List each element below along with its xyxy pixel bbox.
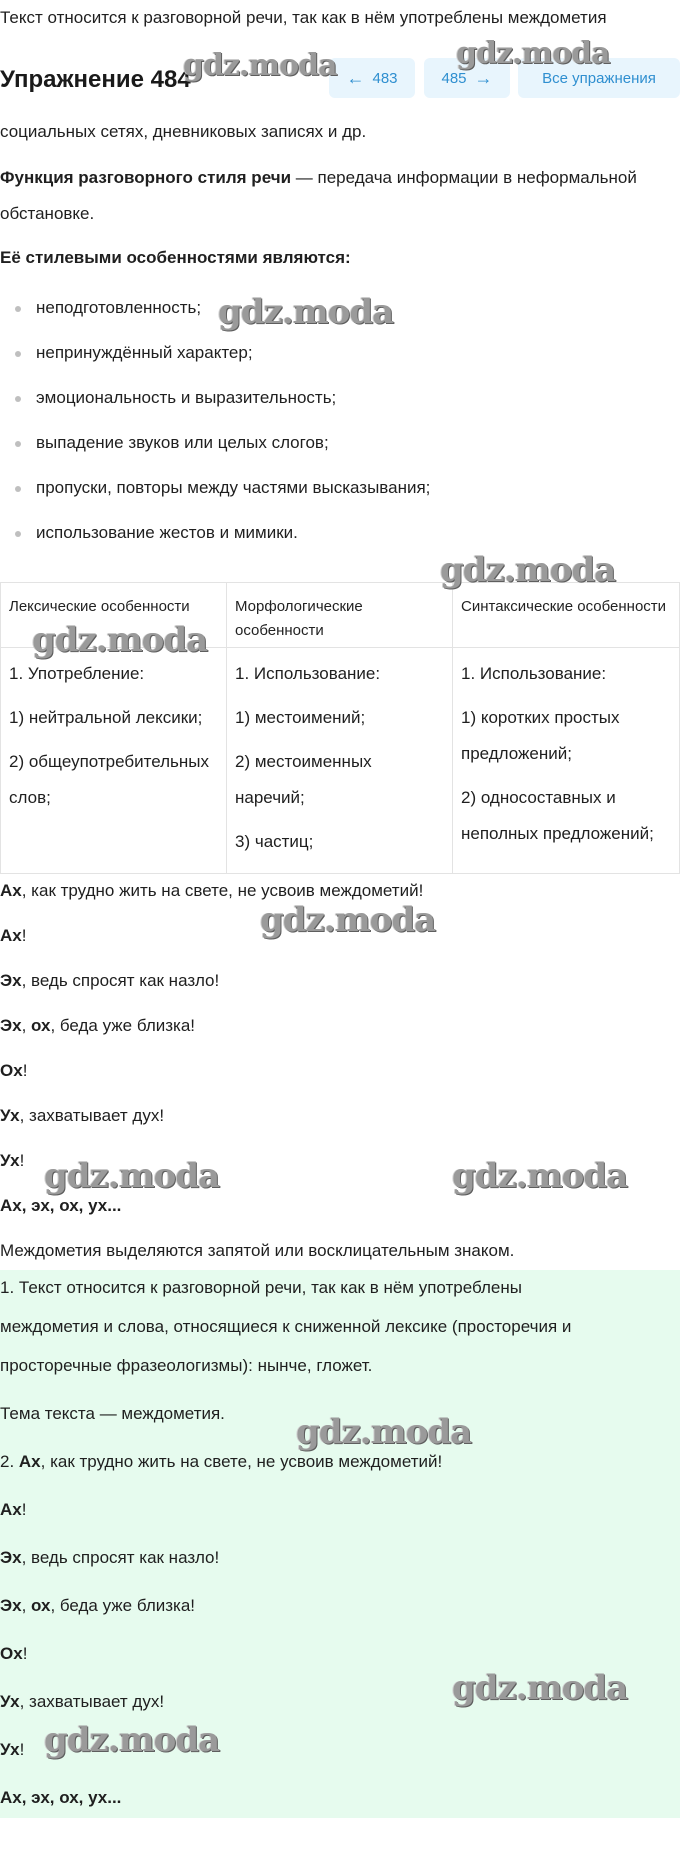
watermark-logo: gdz.moda — [440, 550, 616, 590]
rule-text: Междометия выделяются запятой или восклицательным знаком. — [0, 1241, 515, 1260]
watermark-logo: gdz.moda — [456, 36, 610, 71]
list-item: непринуждённый характер; — [0, 341, 680, 386]
list-item: использование жестов и мимики. — [0, 521, 680, 566]
poem-line: Эх, ведь спросят как назло! — [0, 971, 220, 990]
answer-poem-line: Ах! — [0, 1500, 27, 1519]
list-item: неподготовленность; — [0, 296, 680, 341]
watermark-logo: gdz.moda — [296, 1412, 472, 1452]
watermark-logo: gdz.moda — [44, 1720, 220, 1760]
function-paragraph-cont: обстановке. — [0, 204, 95, 223]
watermark-logo: gdz.moda — [452, 1156, 628, 1196]
bullet-icon — [15, 486, 21, 492]
answer-poem-line: Ух! — [0, 1740, 25, 1759]
poem-line: Ух, захватывает дух! — [0, 1106, 165, 1125]
answer-poem-line: Эх, ох, беда уже близка! — [0, 1596, 196, 1615]
poem-line: Ах! — [0, 926, 27, 945]
bullet-icon — [15, 441, 21, 447]
watermark-logo: gdz.moda — [32, 620, 208, 660]
answer-theme: Тема текста — междометия. — [0, 1404, 225, 1423]
answer-poem-line: Ах, эх, ох, ух... — [0, 1788, 122, 1807]
table-header: Морфологические особенности — [227, 583, 452, 648]
bullet-icon — [15, 351, 21, 357]
watermark-logo: gdz.moda — [452, 1668, 628, 1708]
answer-poem-line: Ух, захватывает дух! — [0, 1692, 165, 1711]
arrow-left-icon: ← — [346, 68, 365, 88]
table-header: Синтаксические особенности — [453, 583, 680, 648]
all-exercises-label: Все упражнения — [542, 69, 656, 87]
watermark-logo: gdz.moda — [183, 48, 337, 83]
function-term: Функция разговорного стиля речи — [0, 168, 292, 187]
poem-line: Ах, эх, ох, ух... — [0, 1196, 122, 1215]
intro-line: социальных сетях, дневниковых записях и др. — [0, 122, 367, 141]
list-item: эмоциональность и выразительность; — [0, 386, 680, 431]
bullet-icon — [15, 396, 21, 402]
bullet-icon — [15, 531, 21, 537]
features-list — [0, 296, 680, 566]
answer-poem-line: Эх, ведь спросят как назло! — [0, 1548, 220, 1567]
function-text: — передача информации в неформальной — [291, 168, 637, 187]
table-column-syntactic — [453, 583, 680, 874]
table-cell: 1. Использование: 1) местоимений; 2) местоименных наречий; 3) частиц; — [235, 664, 381, 851]
poem-line: Ах, как трудно жить на свете, не усвоив междометий! — [0, 881, 424, 900]
answer-line: просторечные фразеологизмы): нынче, гложет. — [0, 1356, 373, 1375]
list-item: выпадение звуков или целых слогов; — [0, 431, 680, 476]
bullet-icon — [15, 306, 21, 312]
table-column-morphological — [227, 583, 453, 874]
poem-line: Эх, ох, беда уже близка! — [0, 1016, 196, 1035]
top-text: Текст относится к разговорной речи, так как в нём употреблены междометия — [0, 8, 607, 27]
answer-poem-line: 2. Ах, как трудно жить на свете, не усвоив междометий! — [0, 1452, 443, 1471]
table-cell: 1. Использование: 1) коротких простых предложений; 2) односоставных и неполных предложений; — [461, 664, 654, 843]
prev-exercise-label: 483 — [372, 69, 398, 87]
answer-poem-line: Ох! — [0, 1644, 28, 1663]
table-header: Лексические особенности — [1, 583, 226, 648]
next-exercise-label: 485 — [441, 69, 467, 87]
arrow-right-icon: → — [474, 68, 493, 88]
watermark-logo: gdz.moda — [218, 292, 394, 332]
function-paragraph — [0, 160, 680, 196]
features-heading: Её стилевыми особенностями являются: — [0, 248, 351, 267]
watermark-logo: gdz.moda — [260, 900, 436, 940]
list-item: пропуски, повторы между частями высказывания; — [0, 476, 680, 521]
poem-line: Ух! — [0, 1151, 25, 1170]
poem-line: Ох! — [0, 1061, 28, 1080]
prev-exercise-button[interactable] — [329, 58, 415, 98]
answer-line: междометия и слова, относящиеся к сниженной лексике (просторечия и — [0, 1317, 572, 1336]
page-title: Упражнение 484 — [0, 66, 191, 93]
watermark-logo: gdz.moda — [44, 1156, 220, 1196]
answer-line: 1. Текст относится к разговорной речи, так как в нём употреблены — [0, 1278, 522, 1297]
table-cell: 1. Употребление: 1) нейтральной лексики; 2) общеупотребительных слов; — [9, 664, 209, 807]
